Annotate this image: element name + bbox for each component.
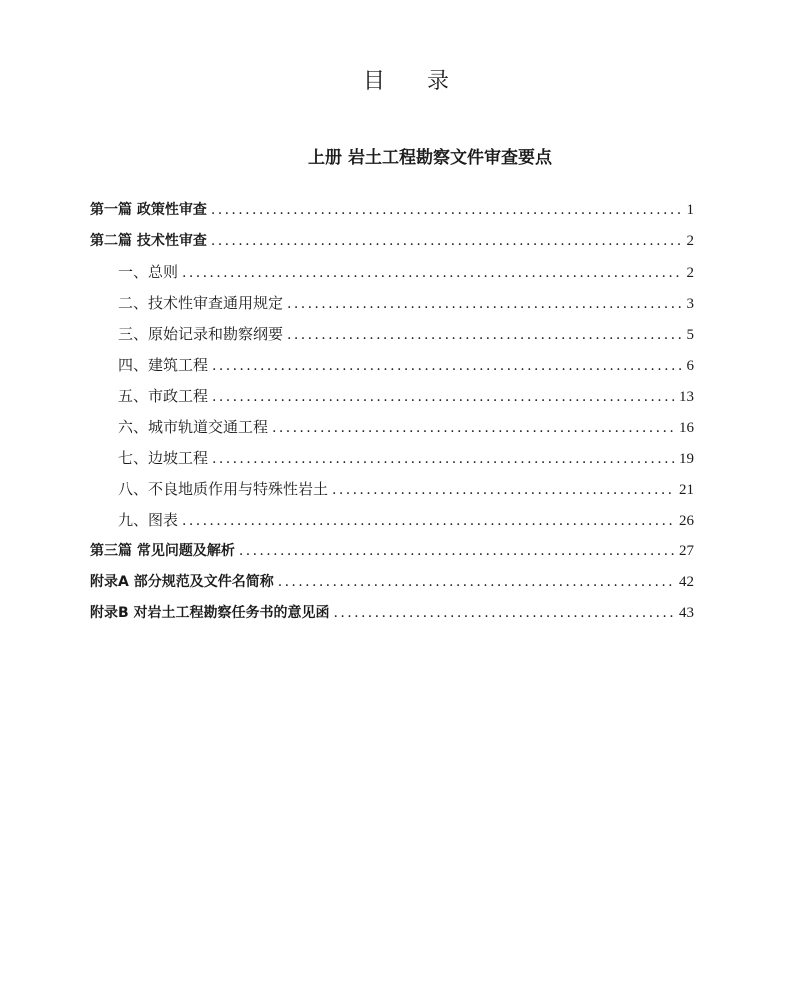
- toc-page-number: 26: [679, 513, 694, 529]
- toc-page-number: 16: [679, 420, 694, 436]
- toc-entry-label: 二、技术性审查通用规定: [118, 294, 284, 312]
- toc-entry-label: 一、总则: [118, 263, 179, 281]
- toc-entry-section-1[interactable]: [90, 262, 694, 293]
- toc-dot-leader: [212, 387, 675, 408]
- toc-page-number: 2: [686, 233, 694, 249]
- toc-entry-section-6[interactable]: [90, 417, 694, 448]
- toc-entry-section-4[interactable]: [90, 355, 694, 386]
- toc-entry-label: 三、原始记录和勘察纲要: [118, 325, 284, 343]
- toc-entry-label: 附录B 对岩土工程勘察任务书的意见函: [90, 605, 330, 621]
- toc-entry-section-9[interactable]: [90, 510, 694, 541]
- toc-entry-part-1[interactable]: [90, 200, 694, 231]
- toc-entry-label: 七、边坡工程: [118, 449, 209, 467]
- toc-entry-label: 附录A 部分规范及文件名简称: [90, 574, 274, 590]
- toc-entry-label: 四、建筑工程: [118, 356, 209, 374]
- toc-dot-leader: [287, 325, 682, 346]
- page-title: 目 录: [362, 69, 459, 94]
- toc-dot-leader: [334, 603, 675, 624]
- toc-page-number: 13: [679, 389, 694, 405]
- toc-entry-part-3[interactable]: [90, 541, 694, 572]
- toc-entry-appendix-a[interactable]: [90, 572, 694, 603]
- toc-entry-label: 第二篇 技术性审查: [90, 233, 207, 249]
- toc-entry-label: 第三篇 常见问题及解析: [90, 543, 235, 559]
- toc-dot-leader: [239, 541, 675, 562]
- toc-page-number: 3: [686, 296, 694, 312]
- toc-page-number: 43: [679, 605, 694, 621]
- toc-entry-part-2[interactable]: [90, 231, 694, 262]
- toc-page-number: 2: [686, 265, 694, 281]
- toc-page-number: 1: [686, 202, 694, 218]
- toc-dot-leader: [212, 449, 675, 470]
- toc-page-number: 42: [679, 574, 694, 590]
- toc-page-number: 19: [679, 451, 694, 467]
- toc-dot-leader: [272, 418, 675, 439]
- toc-page-number: 5: [686, 327, 694, 343]
- toc-dot-leader: [211, 200, 683, 221]
- toc-entry-section-3[interactable]: [90, 324, 694, 355]
- toc-entry-appendix-b[interactable]: [90, 603, 694, 634]
- toc-entry-label: 八、不良地质作用与特殊性岩土: [118, 480, 329, 498]
- table-of-contents: [90, 200, 694, 634]
- toc-entry-label: 五、市政工程: [118, 387, 209, 405]
- toc-dot-leader: [211, 231, 683, 252]
- toc-dot-leader: [182, 511, 675, 532]
- toc-dot-leader: [332, 480, 675, 501]
- toc-page-number: 6: [686, 358, 694, 374]
- toc-entry-label: 第一篇 政策性审查: [90, 202, 207, 218]
- volume-subtitle: 上册 岩土工程勘察文件审查要点: [308, 148, 552, 168]
- toc-dot-leader: [182, 263, 682, 284]
- toc-entry-section-7[interactable]: [90, 448, 694, 479]
- toc-entry-section-2[interactable]: [90, 293, 694, 324]
- toc-page-number: 27: [679, 543, 694, 559]
- toc-page-number: 21: [679, 482, 694, 498]
- toc-entry-section-5[interactable]: [90, 386, 694, 417]
- toc-entry-section-8[interactable]: [90, 479, 694, 510]
- toc-entry-label: 六、城市轨道交通工程: [118, 418, 269, 436]
- toc-dot-leader: [212, 356, 682, 377]
- toc-entry-label: 九、图表: [118, 511, 179, 529]
- toc-dot-leader: [287, 294, 682, 315]
- toc-dot-leader: [278, 572, 675, 593]
